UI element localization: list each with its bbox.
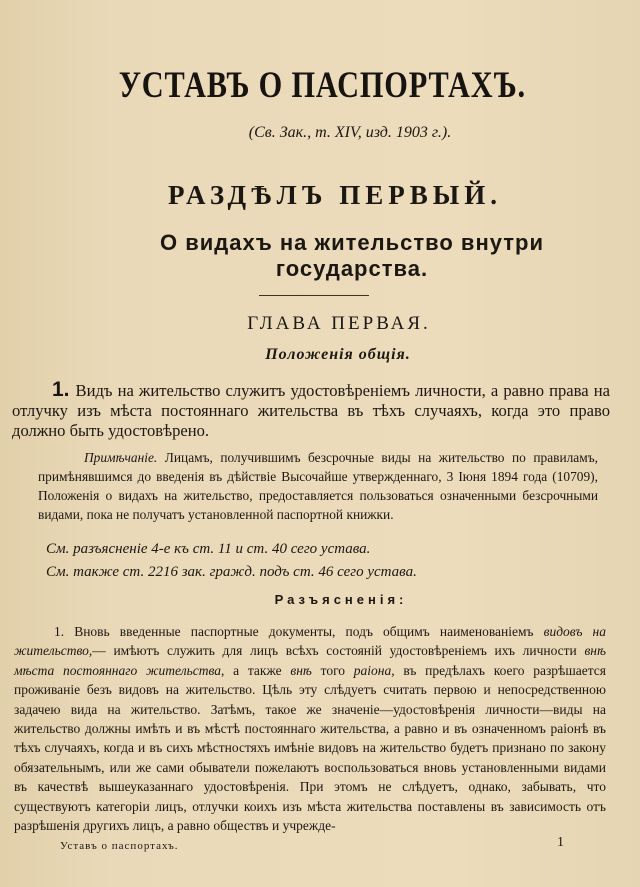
section-subtitle-line-1: О видахъ на жительство внутри [160, 230, 544, 255]
explanation-text: , въ предѣлахъ коего разрѣшается проживаніе безъ видовъ на жительство. Цѣль эту слѣдуетъ считать первою и непосредственною задачею вида на жительство. Затѣмъ, такое же значеніе—удостовѣренія личности—виды на жительство должны имѣть и въ мѣстѣ постояннаго жительства, а равно и въ означенномъ раіонѣ въ тѣхъ случаяхъ, когда и въ сихъ мѣстностяхъ имѣніе видовъ на жительство будетъ признано по закону обязательнымъ, или же сами обыватели пожелаютъ воспользоваться вновь установленными видами въ качествѣ вышеуказаннаго удостовѣренія. При этомъ не слѣдуетъ, однако, забывать, что существуютъ категоріи лицъ, отлучки коихъ изъ мѣста жительства поставлены въ зависимость отъ разрѣшенія другихъ лицъ, а равно обществъ и учрежде- [14, 662, 607, 834]
explanation-emphasis: внѣ [290, 662, 312, 678]
explanation-text: , а также [221, 662, 291, 678]
explanation-paragraph-1 [14, 622, 606, 835]
section-subtitle [0, 230, 640, 282]
chapter-title: ГЛАВА ПЕРВАЯ. [247, 313, 431, 334]
article-note [38, 448, 598, 524]
explanation-text: того [311, 662, 354, 678]
explanation-emphasis: внѣ мѣста постояннаго жительства [14, 643, 606, 678]
source-citation: (Св. Зак., т. XIV, изд. 1903 г.). [248, 124, 452, 141]
section-subtitle-line-2: государства. [275, 256, 429, 281]
note-label: Примѣчаніе. [84, 450, 158, 465]
explanation-text: 1. Вновь введенные паспортные документы, подъ общимъ наименованіемъ [54, 624, 544, 639]
article-text: Видъ на жительство служитъ удостовѣреніемъ личности, а равно права на отлучку изъ мѣста постояннаго жительства въ тѣхъ случаяхъ, когда это право должно быть удостовѣрено. [12, 381, 610, 440]
running-footer-title: Уставъ о паспортахъ. [60, 840, 179, 852]
explanations-heading: Разъясненія: [274, 592, 408, 607]
note-text: Лицамъ, получившимъ безсрочные виды на жительство по правиламъ, примѣнявшимся до введенія въ дѣйствіе Высочайше утвержденнаго, 3 Іюня 1894 года (10709), Положенія о видахъ на жительство, предоставляется пользоваться означенными безсрочными видами, пока не получатъ установленной паспортной книжки. [38, 450, 598, 522]
section-title: РАЗДѢЛЪ ПЕРВЫЙ. [168, 180, 502, 210]
cross-reference-1: См. разъясненіе 4-е къ ст. 11 и ст. 40 сего устава. [46, 541, 371, 557]
explanation-text: ,— имѣютъ служить для лицъ всѣхъ состояній удостовѣреніемъ ихъ личности [88, 643, 585, 659]
article-number: 1. [52, 378, 70, 401]
explanation-emphasis: раіона [353, 662, 392, 678]
explanation-emphasis: видовъ на жительство [14, 624, 606, 659]
article-1 [12, 380, 610, 441]
cross-references [46, 538, 606, 584]
document-title: УСТАВЪ О ПАСПОРТАХЪ. [118, 65, 526, 106]
cross-reference-2: См. также ст. 2216 зак. гражд. подъ ст. 46 сего устава. [46, 564, 417, 580]
divider-rule [259, 295, 369, 296]
chapter-subtitle: Положенія общія. [265, 346, 411, 363]
page-number: 1 [557, 835, 564, 850]
